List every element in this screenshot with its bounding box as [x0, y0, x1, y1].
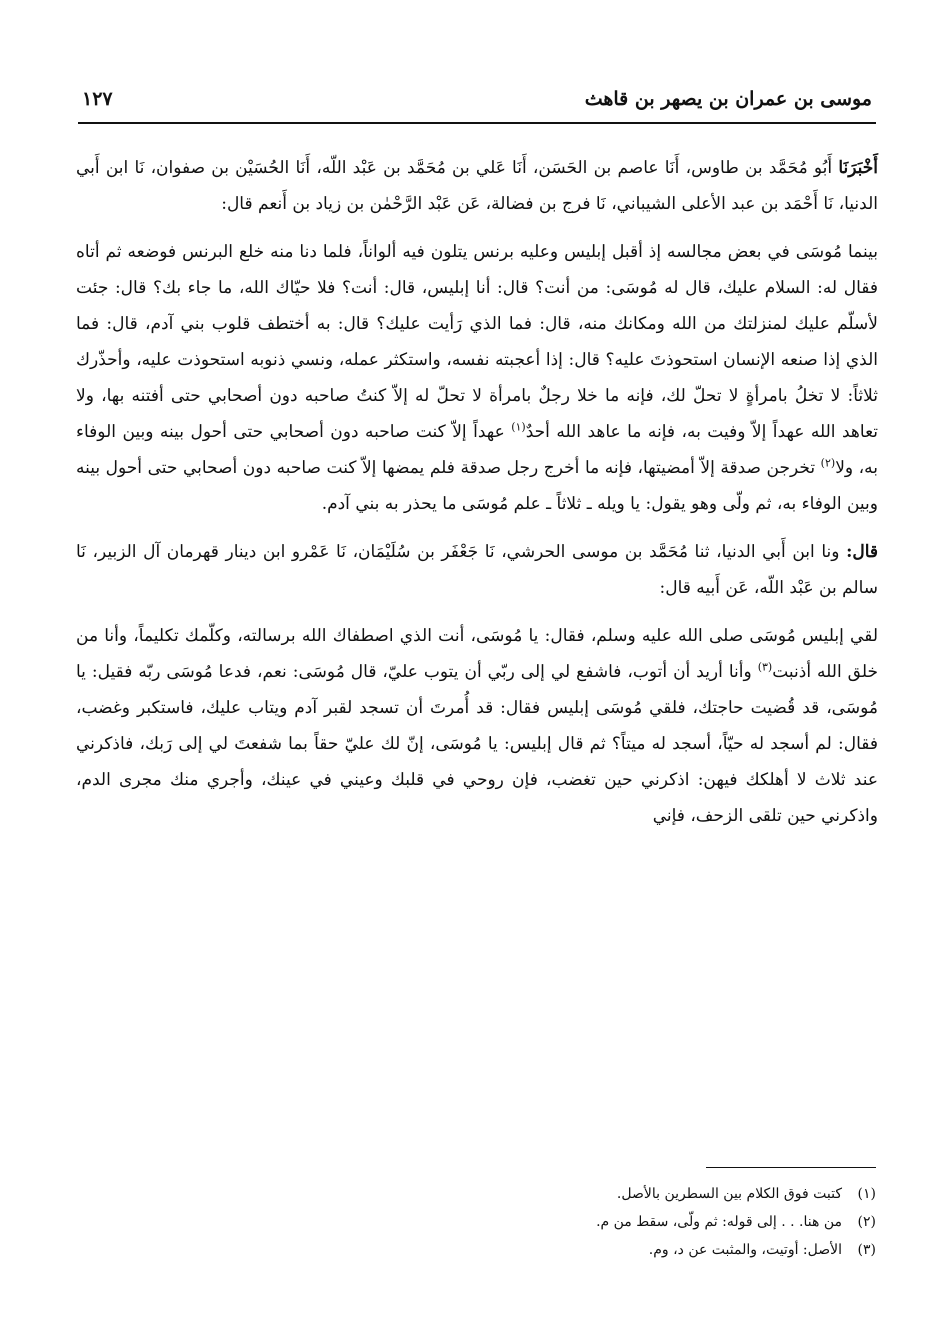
paragraph-text: وأنا أريد أن أتوب، فاشفع لي إلى ربّي أن يتوب عليّ، قال مُوسَى: نعم، فدعا مُوسَى ربّه فقيل: يا مُوسَى، قد قُضيت حاجتك، فلقي مُوسَى إبليس فقال: قد أُمرتَ أن تسجد لقبر آدم ويتاب عليك، فاستكبر وغضب، فقال: لم أسجد له حيّاً، أسجد له ميتاً؟ ثم قال إبليس: يا مُوسَى، إنّ لك عليّ حقاً بما شفعتَ لي إلى رَبك، فاذكرني عند ثلاث لا أهلكك فيهن: اذكرني حين تغضب، فإن روحي في قلبك وعيني في عينك، وأجري منك مجرى الدم، واذكرني حين تلقى الزحف، فإني — [76, 662, 878, 826]
footnote-2 — [300, 1208, 876, 1236]
footnote-number: (١) — [857, 1186, 876, 1202]
main-text — [76, 150, 878, 846]
footnote-text: كتبت فوق الكلام بين السطرين بالأصل. — [616, 1186, 842, 1202]
page-number: ١٢٧ — [82, 88, 113, 110]
footnote-ref-3[interactable]: (٣) — [757, 660, 773, 674]
footnote-ref-2[interactable]: (٢) — [820, 456, 836, 470]
footnote-1 — [300, 1180, 876, 1208]
paragraph-isnad-2 — [76, 534, 878, 606]
paragraph-isnad-1 — [76, 150, 878, 222]
paragraph-text: لقي إبليس مُوسَى صلى الله عليه وسلم، فقال: يا مُوسَى، أنت الذي اصطفاك الله برسالته، وكلّمك تكليماً، وأنا من خلق الله أذنبت — [76, 626, 878, 682]
paragraph-text: أَبُو مُحَمَّد بن طاوس، أَنَا عاصم بن الحَسَن، أَنَا عَلي بن مُحَمَّد بن عَبْد اللّه، أَنَا الحُسَيْن بن صفوان، نَا ابن أَبي الدنيا، نَا أَحْمَد بن عبد الأعلى الشيباني، نَا فرج بن فضالة، عَن عَبْد الرَّحْمٰن بن زياد بن أَنعم قال: — [76, 158, 878, 214]
paragraph-text: بينما مُوسَى في بعض مجالسه إذ أقبل إبليس وعليه برنس يتلون فيه ألواناً، فلما دنا منه خلع البرنس فوضعه ثم أتاه فقال له: السلام عليك، قال له مُوسَى: من أنت؟ قال: أنا إبليس، قال: أنت؟ فلا حيّاك الله، ما جاء بك؟ قال: جئت لأسلّم عليك لمنزلتك من الله ومكانك منه، قال: فما الذي رَأيت عليك؟ قال: به أختطف قلوب بني آدم، قال: فما الذي إذا صنعه الإنسان استحوذتَ عليه؟ قال: إذا أعجبته نفسه، واستكثر عمله، ونسي ذنوبه استحوذت عليه، وأحذّرك ثلاثاً: لا تخلُ بامرأةٍ لا تحلّ لك، فإنه ما خلا رجلٌ بامرأة لا تحلّ له إلاّ كنتُ صاحبه دون أصحابي حتى أفتنه بها، ولا تعاهد الله عهداً إلاّ وفيت به، فإنه ما عاهد الله أحدٌ — [76, 242, 878, 442]
footnotes — [300, 1180, 876, 1264]
paragraph-lead-word: أَخْبَرَنَا — [838, 158, 878, 178]
paragraph-text: عهداً إلاّ كنت صاحبه دون أصحابي حتى أحول بينه وبين الوفاء به، ولا — [76, 422, 878, 478]
paragraph-narrative-2 — [76, 618, 878, 834]
paragraph-lead-word: قال: — [846, 542, 878, 562]
footnote-number: (٣) — [857, 1242, 876, 1258]
footnote-divider — [706, 1167, 876, 1168]
footnote-3 — [300, 1236, 876, 1264]
paragraph-narrative-1 — [76, 234, 878, 522]
running-title: موسى بن عمران بن يصهر بن قاهث — [584, 88, 872, 110]
footnote-text: الأصل: أوتيت، والمثبت عن د، وم. — [648, 1242, 842, 1258]
paragraph-text: تخرجن صدقة إلاّ أمضيتها، فإنه ما أخرج رجل صدقة فلم يمضها إلاّ كنت صاحبه دون أصحابي حتى أحول بينه وبين الوفاء به، ثم ولّى وهو يقول: يا ويله ـ ثلاثاً ـ علم مُوسَى ما يحذر به بني آدم. — [76, 458, 878, 514]
paragraph-text: ونا ابن أَبي الدنيا، ثنا مُحَمَّد بن موسى الحرشي، نَا جَعْفَر بن سُلَيْمَان، نَا عَمْرو ابن دينار قهرمان آل الزبير، نَا سالم بن عَبْد اللّه، عَن أَبيه قال: — [76, 542, 878, 598]
page-header — [78, 82, 876, 124]
footnote-text: من هنا. . . إلى قوله: ثم ولّى، سقط من م. — [596, 1214, 842, 1230]
footnote-ref-1[interactable]: (١) — [511, 420, 526, 434]
footnote-number: (٢) — [857, 1214, 876, 1230]
